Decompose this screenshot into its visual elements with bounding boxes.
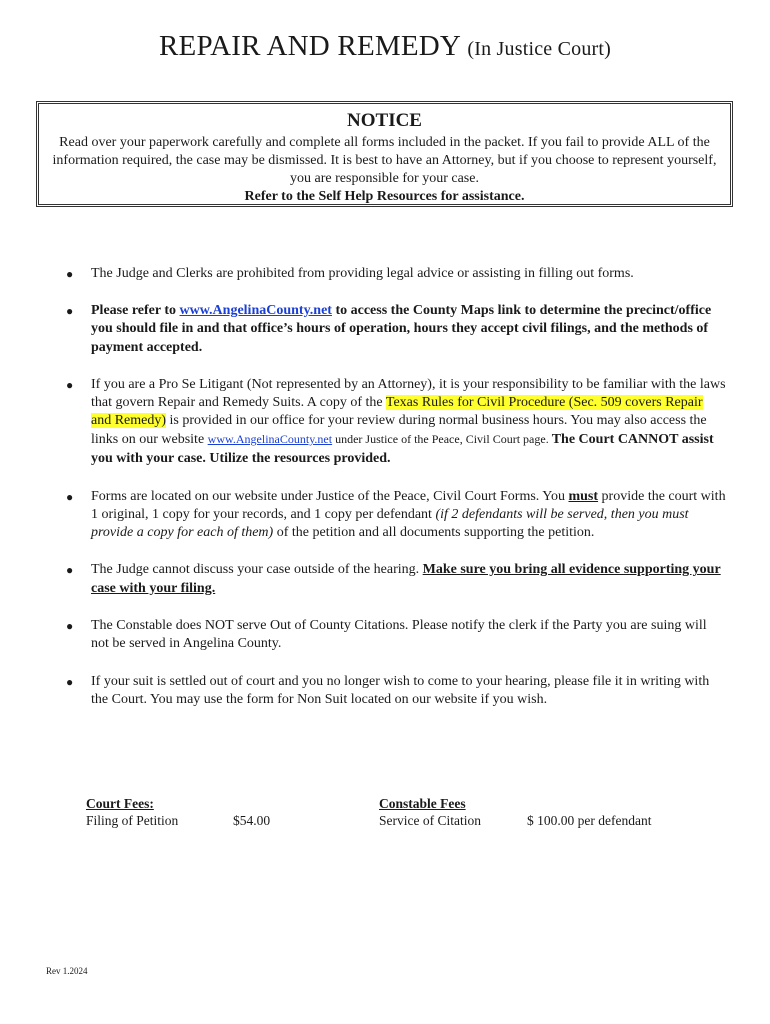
- instructions-list: [66, 265, 726, 710]
- court-fees-heading: Court Fees:: [86, 796, 154, 811]
- page-title: [0, 30, 770, 63]
- court-fee-amount: $54.00: [233, 813, 271, 828]
- bullet-icon: ●: [66, 618, 74, 633]
- county-website-link[interactable]: www.AngelinaCounty.net: [179, 303, 332, 319]
- notice-box: [36, 101, 733, 207]
- list-item-text: If you are a Pro Se Litigant (Not represented by an Attorney), it is your responsibility to be familiar with the laws that govern Repair and Remedy Suits. A copy of the: [91, 376, 726, 411]
- notice-body: Read over your paperwork carefully and complete all forms included in the packet. If you fail to provide ALL of the information required, the case may be dismissed. It is best to have an Attorney, but if you choose to represent yourself, you are responsible for your case.: [52, 135, 717, 186]
- bullet-icon: ●: [66, 563, 74, 578]
- list-item: [66, 302, 726, 357]
- bullet-icon: ●: [66, 304, 74, 319]
- constable-fee-item: Service of Citation: [379, 813, 481, 828]
- list-item-text: The Judge and Clerks are prohibited from providing legal advice or assisting in filling out forms.: [91, 266, 634, 281]
- constable-fees: [379, 795, 481, 829]
- court-fees: [86, 795, 178, 829]
- list-item-emphasis: The Court CANNOT assist you with your case. Utilize the resources provided.: [91, 432, 714, 466]
- list-item-text: The Constable does NOT serve Out of County Citations. Please notify the clerk if the Party you are suing will not be served in Angelina County.: [91, 617, 707, 652]
- list-item: [66, 673, 726, 709]
- list-item-text: The Judge cannot discuss your case outside of the hearing.: [91, 562, 423, 578]
- list-item-text: If your suit is settled out of court and you no longer wish to come to your hearing, please file it in writing with the Court. You may use the form for Non Suit located on our website if you wish.: [91, 674, 710, 708]
- list-item-text: is provided in our office for your review during normal business hours. You may also access the links on our website: [91, 413, 707, 448]
- list-item-text: Forms are located on our website under Justice of the Peace, Civil Court Forms. You: [91, 488, 569, 504]
- constable-fee-amount: $ 100.00 per defendant: [527, 813, 652, 828]
- bullet-icon: ●: [66, 267, 74, 281]
- list-item-italic: (if 2 defendants will be served, then you must provide a copy for each of them): [91, 507, 689, 541]
- title-subtitle: (In Justice Court): [467, 38, 611, 60]
- revision-label: Rev 1.2024: [46, 966, 88, 976]
- list-item-text: under Justice of the Peace, Civil Court page.: [332, 432, 552, 447]
- constable-fees-heading: Constable Fees: [379, 796, 466, 811]
- notice-heading: NOTICE: [347, 110, 422, 131]
- list-item: [66, 376, 726, 468]
- list-item: [66, 617, 726, 653]
- rules-highlight: Texas Rules for Civil Procedure (Sec. 509 covers Repair and Remedy): [91, 395, 703, 429]
- list-item-emphasis: Make sure you bring all evidence supporting your case with your filing.: [91, 562, 721, 596]
- list-item: [66, 265, 726, 283]
- list-item-text: of the petition and all documents supporting the petition.: [273, 525, 595, 541]
- bullet-icon: ●: [66, 377, 74, 392]
- court-fee-item: Filing of Petition: [86, 813, 179, 828]
- list-item-text: to access the County Maps link to determine the precinct/office you should file in and that office’s hours of operation, hours they accept civil filings, and the methods of payment accepted.: [91, 303, 712, 355]
- list-item: [66, 561, 726, 597]
- list-item: [66, 488, 726, 543]
- list-item-text: Please refer to: [91, 303, 180, 319]
- list-item-emphasis: must: [568, 488, 599, 504]
- bullet-icon: ●: [66, 675, 74, 690]
- county-website-link[interactable]: www.AngelinaCounty.net: [207, 432, 333, 447]
- notice-reference: Refer to the Self Help Resources for assistance.: [244, 189, 525, 204]
- title-main: REPAIR AND REMEDY: [159, 30, 460, 62]
- bullet-icon: ●: [66, 489, 74, 504]
- list-item-text: provide the court with 1 original, 1 copy for your records, and 1 copy per defendant: [91, 488, 726, 523]
